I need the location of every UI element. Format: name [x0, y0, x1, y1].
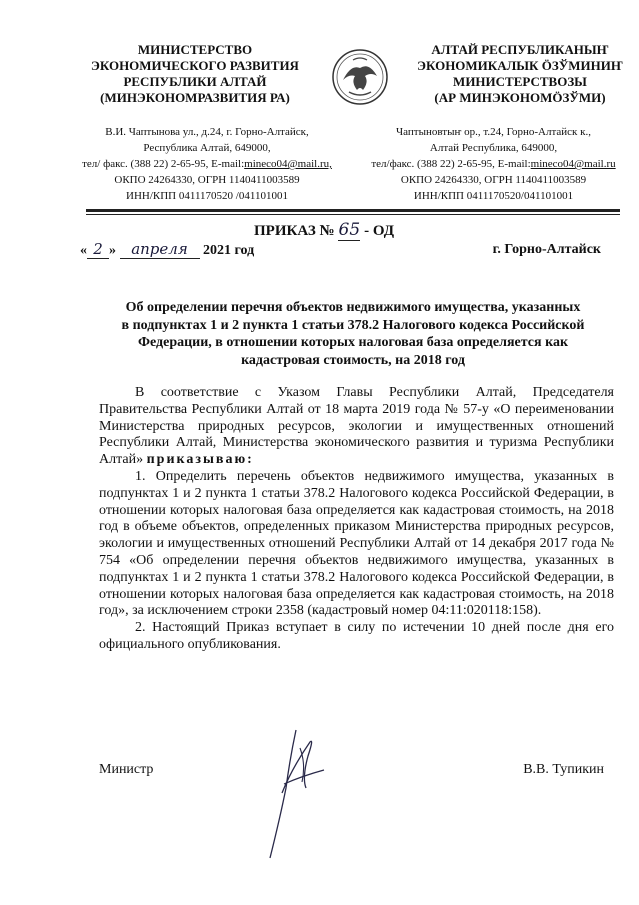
address-line: Республика Алтай, 649000, [143, 142, 271, 154]
header-right-contacts [352, 124, 635, 204]
order-body [99, 385, 614, 654]
order-number-handwritten: 65 [338, 220, 361, 240]
org-name-line: (АР МИНЭКОНОМÖЗЎМИ) [434, 90, 606, 105]
email-link[interactable]: mineco04@mail.ru [530, 158, 616, 170]
subject-line: Федерации, в отношении которых налоговая база определяется как [137, 335, 569, 350]
inn-line: ИНН/КПП 0411170520/041101001 [413, 190, 574, 202]
subject-line: кадастровая стоимость, на 2018 год [241, 352, 465, 368]
order-title-prefix: ПРИКАЗ № [254, 223, 335, 239]
date-day-handwritten: 2 [87, 240, 109, 259]
coat-of-arms-emblem [331, 46, 389, 108]
org-name-line: РЕСПУБЛИКИ АЛТАЙ [123, 74, 267, 89]
date-year: 2021 год [203, 243, 255, 258]
header-divider-thin [86, 214, 620, 215]
org-name-line: МИНИСТЕРСТВОЗЫ [453, 74, 587, 89]
order-title [254, 220, 394, 241]
org-name-line: ЭКОНОМИЧЕСКОГО РАЗВИТИЯ [91, 58, 299, 73]
inn-line: ИНН/КПП 0411170520 /041101001 [126, 190, 288, 202]
date-quote-open: « [80, 243, 87, 258]
address-line: Алтай Республика, 649000, [429, 142, 558, 154]
signer-position: Министр [99, 762, 154, 777]
date-quote-close: » [109, 243, 116, 258]
phone-email-line [352, 156, 635, 172]
date-month-handwritten: апреля [120, 240, 200, 259]
header-left [70, 42, 320, 106]
subject-line: Об определении перечня объектов недвижимого имущества, указанных [125, 300, 581, 315]
org-name-line: АЛТАЙ РЕСПУБЛИКАНЫҤ [431, 42, 609, 57]
header-divider-thick [86, 209, 620, 212]
phone-email-line [62, 156, 352, 172]
org-name-line: ЭКОНОМИКАЛЫК ÖЗЎМИНИҤ [417, 58, 623, 73]
address-line: В.И. Чаптынова ул., д.24, г. Горно-Алтайск, [105, 126, 309, 138]
order-city: г. Горно-Алтайск [492, 242, 601, 257]
order-date [80, 240, 254, 259]
decree-word: приказываю: [146, 452, 254, 468]
item-1-paragraph: 1. Определить перечень объектов недвижимого имущества, указанных в подпунктах 1 и 2 пункта 1 статьи 378.2 Налогового кодекса Российской Федерации, в отношении которых налоговая база определяется как кадастровая стоимость, на 2018 год в объеме объектов, определенных приказом Министерства природных ресурсов, экологии и имущественных отношений Республики Алтай от 14 декабря 2017 года № 754 «Об определении перечня объектов недвижимого имущества, указанных в подпунктах 1 и 2 пункта 1 статьи 378.2 Налогового кодекса Российской Федерации, в отношении которых налоговая база определяется как кадастровая стоимость, на 2018 год», за исключением строки 2358 (кадастровый номер 04:11:020118:158). [99, 468, 614, 619]
emblem-icon [331, 46, 389, 108]
email-link[interactable]: mineco04@mail.ru, [244, 158, 332, 170]
order-title-suffix: - ОД [364, 223, 395, 239]
phone-text: тел/ факс. (388 22) 2-65-95, E-mail: [82, 158, 245, 170]
signer-name: В.В. Тупикин [523, 762, 604, 777]
handwritten-signature [262, 718, 332, 868]
okpo-line: ОКПО 24264330, ОГРН 1140411003589 [114, 174, 300, 186]
phone-text: тел/факс. (388 22) 2-65-95, E-mail: [371, 158, 531, 170]
signature-icon [262, 718, 332, 868]
header-right [410, 42, 630, 106]
address-line: Чаптыновтыҥ ор., т.24, Горно-Алтайск к., [396, 126, 591, 138]
order-subject [86, 299, 620, 369]
item-2-paragraph: 2. Настоящий Приказ вступает в силу по истечении 10 дней после дня его официального опубликования. [99, 620, 614, 652]
subject-line: в подпунктах 1 и 2 пункта 1 статьи 378.2 Налогового кодекса Российской [121, 317, 585, 333]
header-left-contacts [62, 124, 352, 204]
okpo-line: ОКПО 24264330, ОГРН 1140411003589 [400, 174, 587, 186]
org-name-line: (МИНЭКОНОМРАЗВИТИЯ РА) [100, 90, 290, 105]
preamble-text: В соответствие с Указом Главы Республики Алтай, Председателя Правительства Республики Алтай от 18 марта 2019 года № 57-у «О переименовании Министерства природных ресурсов, экологии и имущественных отношений Республики Алтай, Министерства экономического развития и туризма Республики Алтай» [99, 385, 614, 468]
org-name-line: МИНИСТЕРСТВО [137, 42, 253, 57]
preamble-paragraph [99, 385, 614, 469]
